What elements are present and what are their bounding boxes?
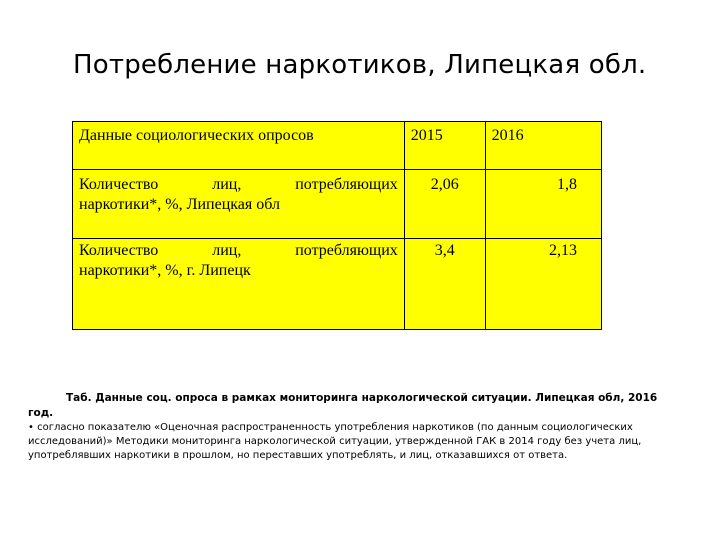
table-caption: Таб. Данные соц. опроса в рамках мониторинга наркологической ситуации. Липецкая обл, 2016 год. xyxy=(28,392,658,419)
header-label-cell: Данные социологических опросов xyxy=(73,122,405,170)
row-label-line: Количество лиц, потребляющих xyxy=(79,242,398,259)
value-2015-cell: 2,06 xyxy=(404,170,485,239)
footnote: • согласно показателю «Оценочная распространенность употребления наркотиков (по данным социологических исследований)» Методики мониторинга наркологической ситуации, утвержденной ГАК в 2014 году без учета лиц, употреблявших наркотики в прошлом, но переставших употреблять, и лиц, отказавшихся от ответа. xyxy=(28,422,642,461)
row-label-cell xyxy=(73,170,405,239)
value-2016-cell: 1,8 xyxy=(485,170,601,239)
header-year-2016: 2016 xyxy=(485,122,601,170)
value-2015-cell: 3,4 xyxy=(404,239,485,330)
page-title: Потребление наркотиков, Липецкая обл. xyxy=(73,50,647,80)
header-year-2015: 2015 xyxy=(404,122,485,170)
row-label-line: Количество лиц, потребляющих xyxy=(79,176,398,193)
table-header-row xyxy=(73,122,602,170)
row-label-cell xyxy=(73,239,405,330)
value-2016-cell: 2,13 xyxy=(485,239,601,330)
table-caption-block xyxy=(28,391,678,463)
table-row xyxy=(73,239,602,330)
table-row xyxy=(73,170,602,239)
row-label-line: наркотики*, %, г. Липецк xyxy=(79,262,251,279)
row-label-line: наркотики*, %, Липецкая обл xyxy=(79,196,280,213)
survey-table xyxy=(72,121,602,330)
